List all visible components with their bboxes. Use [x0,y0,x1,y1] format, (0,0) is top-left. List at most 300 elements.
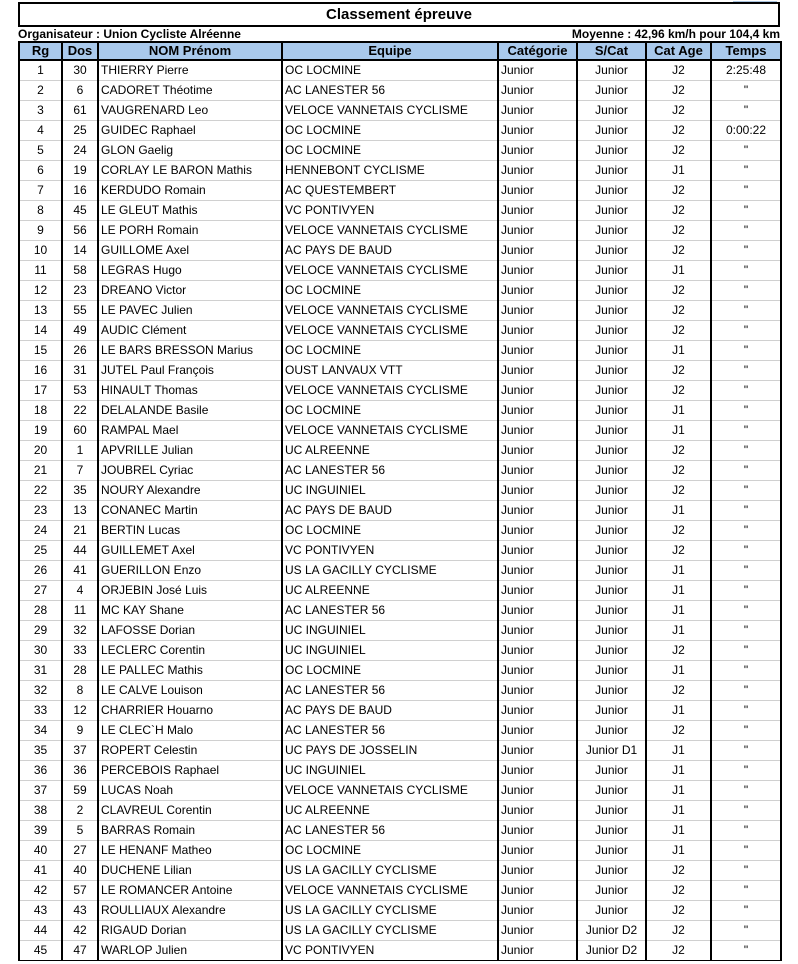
cell-team: UC ALREENNE [282,801,498,821]
cell-time: " [711,521,781,541]
cell-category: Junior [498,141,577,161]
cell-subcategory: Junior [577,821,646,841]
col-header-name: NOM Prénom [98,42,282,60]
cell-time: " [711,81,781,101]
cell-team: UC PAYS DE JOSSELIN [282,741,498,761]
cell-category: Junior [498,901,577,921]
cell-team: OC LOCMINE [282,141,498,161]
cell-name: KERDUDO Romain [98,181,282,201]
cell-time: " [711,501,781,521]
cell-bib: 9 [62,721,98,741]
cell-rank: 14 [19,321,62,341]
cell-name: ROPERT Celestin [98,741,282,761]
cell-team: VELOCE VANNETAIS CYCLISME [282,101,498,121]
cell-age-category: J2 [646,381,711,401]
cell-name: DUCHENE Lilian [98,861,282,881]
cell-team: AC LANESTER 56 [282,721,498,741]
cell-category: Junior [498,861,577,881]
cell-age-category: J1 [646,621,711,641]
cell-age-category: J1 [646,761,711,781]
cell-category: Junior [498,301,577,321]
cell-rank: 8 [19,201,62,221]
cell-bib: 60 [62,421,98,441]
cell-time: " [711,341,781,361]
header-row [19,42,781,60]
cell-rank: 17 [19,381,62,401]
table-row [19,621,781,641]
cell-team: AC PAYS DE BAUD [282,241,498,261]
cell-team: AC LANESTER 56 [282,461,498,481]
cell-rank: 42 [19,881,62,901]
cell-subcategory: Junior [577,261,646,281]
cell-bib: 47 [62,941,98,961]
col-header-team: Equipe [282,42,498,60]
cell-bib: 21 [62,521,98,541]
cell-team: US LA GACILLY CYCLISME [282,561,498,581]
cell-time: " [711,921,781,941]
cell-time: " [711,381,781,401]
cell-age-category: J2 [646,321,711,341]
cell-name: LE PORH Romain [98,221,282,241]
cell-subcategory: Junior [577,121,646,141]
cell-time: " [711,281,781,301]
cell-rank: 26 [19,561,62,581]
cell-bib: 26 [62,341,98,361]
cell-time: " [711,701,781,721]
cell-name: LE GLEUT Mathis [98,201,282,221]
cell-category: Junior [498,121,577,141]
cell-bib: 23 [62,281,98,301]
table-row [19,801,781,821]
cell-age-category: J2 [646,461,711,481]
cell-age-category: J2 [646,721,711,741]
table-row [19,881,781,901]
table-row [19,461,781,481]
table-row [19,581,781,601]
cell-category: Junior [498,921,577,941]
cell-rank: 22 [19,481,62,501]
cell-team: AC LANESTER 56 [282,821,498,841]
cell-age-category: J1 [646,401,711,421]
cell-category: Junior [498,601,577,621]
cell-name: HINAULT Thomas [98,381,282,401]
cell-bib: 43 [62,901,98,921]
cell-bib: 57 [62,881,98,901]
col-header-bib: Dos [62,42,98,60]
cell-time: " [711,361,781,381]
cell-subcategory: Junior [577,201,646,221]
cell-time: " [711,201,781,221]
cell-subcategory: Junior [577,161,646,181]
table-row [19,361,781,381]
cell-subcategory: Junior [577,141,646,161]
cell-age-category: J2 [646,60,711,81]
cell-team: VELOCE VANNETAIS CYCLISME [282,421,498,441]
cell-age-category: J2 [646,361,711,381]
cell-rank: 5 [19,141,62,161]
cell-bib: 19 [62,161,98,181]
cell-bib: 41 [62,561,98,581]
cell-age-category: J2 [646,641,711,661]
cell-name: GLON Gaelig [98,141,282,161]
cell-bib: 6 [62,81,98,101]
cell-category: Junior [498,841,577,861]
cell-time: " [711,781,781,801]
cell-name: LE PALLEC Mathis [98,661,282,681]
cell-name: ORJEBIN José Luis [98,581,282,601]
cell-team: OC LOCMINE [282,60,498,81]
cell-time: " [711,481,781,501]
cell-name: LE HENANF Matheo [98,841,282,861]
cell-age-category: J2 [646,221,711,241]
cell-subcategory: Junior [577,701,646,721]
cell-bib: 59 [62,781,98,801]
cell-age-category: J1 [646,701,711,721]
table-row [19,81,781,101]
cell-team: AC PAYS DE BAUD [282,701,498,721]
cell-age-category: J2 [646,681,711,701]
cell-subcategory: Junior [577,681,646,701]
cell-category: Junior [498,341,577,361]
cell-subcategory: Junior [577,581,646,601]
cell-category: Junior [498,561,577,581]
cell-subcategory: Junior [577,361,646,381]
cell-category: Junior [498,521,577,541]
cell-age-category: J1 [646,501,711,521]
cell-category: Junior [498,941,577,961]
cell-subcategory: Junior [577,181,646,201]
cell-subcategory: Junior D1 [577,741,646,761]
cell-age-category: J1 [646,261,711,281]
cell-category: Junior [498,721,577,741]
cell-name: CADORET Théotime [98,81,282,101]
cell-subcategory: Junior [577,60,646,81]
cell-time: " [711,321,781,341]
cell-rank: 44 [19,921,62,941]
cell-bib: 36 [62,761,98,781]
cell-age-category: J1 [646,161,711,181]
cell-team: OC LOCMINE [282,121,498,141]
cell-rank: 11 [19,261,62,281]
table-row [19,341,781,361]
cell-time: " [711,821,781,841]
cell-team: AC LANESTER 56 [282,601,498,621]
cell-bib: 28 [62,661,98,681]
cell-name: LE CLEC`H Malo [98,721,282,741]
cell-name: LE BARS BRESSON Marius [98,341,282,361]
table-row [19,781,781,801]
cell-category: Junior [498,421,577,441]
cell-subcategory: Junior [577,621,646,641]
table-row [19,241,781,261]
cell-age-category: J2 [646,861,711,881]
cell-category: Junior [498,761,577,781]
cell-time: " [711,241,781,261]
cell-bib: 31 [62,361,98,381]
cell-age-category: J1 [646,801,711,821]
cell-bib: 49 [62,321,98,341]
cell-category: Junior [498,801,577,821]
cell-rank: 29 [19,621,62,641]
cell-time: " [711,841,781,861]
cell-bib: 45 [62,201,98,221]
cell-time: 0:00:22 [711,121,781,141]
cell-bib: 32 [62,621,98,641]
cell-time: " [711,601,781,621]
table-row [19,401,781,421]
cell-rank: 39 [19,821,62,841]
cell-team: US LA GACILLY CYCLISME [282,921,498,941]
cell-category: Junior [498,681,577,701]
col-header-time: Temps [711,42,781,60]
cell-name: PERCEBOIS Raphael [98,761,282,781]
cell-category: Junior [498,321,577,341]
cell-rank: 25 [19,541,62,561]
cell-age-category: J2 [646,201,711,221]
cell-rank: 40 [19,841,62,861]
table-row [19,281,781,301]
cell-time: " [711,801,781,821]
cell-category: Junior [498,181,577,201]
cell-age-category: J2 [646,901,711,921]
cell-subcategory: Junior [577,761,646,781]
cell-category: Junior [498,161,577,181]
cell-name: GUILLOME Axel [98,241,282,261]
table-row [19,901,781,921]
cell-category: Junior [498,881,577,901]
cell-team: HENNEBONT CYCLISME [282,161,498,181]
table-row [19,541,781,561]
col-header-subcategory: S/Cat [577,42,646,60]
cell-rank: 23 [19,501,62,521]
cell-team: UC INGUINIEL [282,621,498,641]
cell-team: VELOCE VANNETAIS CYCLISME [282,781,498,801]
cell-bib: 37 [62,741,98,761]
col-header-rank: Rg [19,42,62,60]
cell-subcategory: Junior [577,401,646,421]
cell-category: Junior [498,481,577,501]
cell-age-category: J2 [646,301,711,321]
cell-subcategory: Junior [577,301,646,321]
cell-subcategory: Junior [577,381,646,401]
results-table [18,41,782,961]
cell-bib: 1 [62,441,98,461]
cell-team: VELOCE VANNETAIS CYCLISME [282,881,498,901]
cell-category: Junior [498,401,577,421]
cell-name: VAUGRENARD Leo [98,101,282,121]
table-row [19,861,781,881]
cell-name: MC KAY Shane [98,601,282,621]
cell-rank: 9 [19,221,62,241]
cell-bib: 8 [62,681,98,701]
cell-time: " [711,101,781,121]
cell-name: BARRAS Romain [98,821,282,841]
cell-bib: 55 [62,301,98,321]
table-row [19,301,781,321]
table-row [19,221,781,241]
cell-rank: 2 [19,81,62,101]
cell-team: OC LOCMINE [282,841,498,861]
cell-category: Junior [498,281,577,301]
cell-subcategory: Junior [577,441,646,461]
cell-age-category: J2 [646,121,711,141]
table-row [19,121,781,141]
table-row [19,101,781,121]
cell-age-category: J2 [646,481,711,501]
cell-category: Junior [498,701,577,721]
cell-name: GUIDEC Raphael [98,121,282,141]
cell-team: UC ALREENNE [282,581,498,601]
cell-age-category: J2 [646,81,711,101]
cell-category: Junior [498,81,577,101]
cell-rank: 18 [19,401,62,421]
cell-rank: 34 [19,721,62,741]
cell-subcategory: Junior [577,801,646,821]
cell-name: CORLAY LE BARON Mathis [98,161,282,181]
cell-time: " [711,641,781,661]
table-row [19,561,781,581]
cell-time: " [711,761,781,781]
cell-age-category: J1 [646,561,711,581]
table-row [19,141,781,161]
table-row [19,321,781,341]
cell-name: WARLOP Julien [98,941,282,961]
cell-age-category: J1 [646,741,711,761]
table-row [19,381,781,401]
cell-time: " [711,541,781,561]
cell-time: " [711,901,781,921]
cell-category: Junior [498,541,577,561]
cell-bib: 11 [62,601,98,621]
cell-time: " [711,721,781,741]
cell-name: LECLERC Corentin [98,641,282,661]
table-row [19,181,781,201]
cell-bib: 44 [62,541,98,561]
table-row [19,501,781,521]
cell-team: OC LOCMINE [282,661,498,681]
table-row [19,201,781,221]
cell-time: " [711,181,781,201]
cell-team: OC LOCMINE [282,521,498,541]
cell-time: " [711,221,781,241]
cell-bib: 33 [62,641,98,661]
cell-team: OC LOCMINE [282,341,498,361]
cell-bib: 14 [62,241,98,261]
cell-age-category: J1 [646,581,711,601]
cell-bib: 35 [62,481,98,501]
cell-bib: 24 [62,141,98,161]
cell-subcategory: Junior [577,661,646,681]
cell-subcategory: Junior [577,601,646,621]
cell-time: 2:25:48 [711,60,781,81]
cell-subcategory: Junior [577,881,646,901]
cell-rank: 28 [19,601,62,621]
cell-team: OUST LANVAUX VTT [282,361,498,381]
cell-name: LE CALVE Louison [98,681,282,701]
cell-time: " [711,401,781,421]
cell-rank: 12 [19,281,62,301]
cell-team: VELOCE VANNETAIS CYCLISME [282,221,498,241]
cell-rank: 4 [19,121,62,141]
table-row [19,601,781,621]
cell-subcategory: Junior [577,281,646,301]
cell-age-category: J2 [646,921,711,941]
cell-time: " [711,581,781,601]
cell-subcategory: Junior [577,841,646,861]
cell-category: Junior [498,501,577,521]
cell-rank: 37 [19,781,62,801]
cell-rank: 16 [19,361,62,381]
table-row [19,161,781,181]
cell-time: " [711,261,781,281]
cell-rank: 15 [19,341,62,361]
cell-rank: 3 [19,101,62,121]
cell-subcategory: Junior [577,421,646,441]
cell-bib: 53 [62,381,98,401]
cell-age-category: J1 [646,821,711,841]
cell-time: " [711,861,781,881]
cell-category: Junior [498,221,577,241]
cell-name: LAFOSSE Dorian [98,621,282,641]
cell-category: Junior [498,381,577,401]
cell-rank: 21 [19,461,62,481]
cell-subcategory: Junior [577,521,646,541]
cell-age-category: J2 [646,281,711,301]
cell-team: VC PONTIVYEN [282,541,498,561]
cell-category: Junior [498,781,577,801]
cell-bib: 27 [62,841,98,861]
cell-age-category: J2 [646,181,711,201]
cell-subcategory: Junior [577,721,646,741]
cell-age-category: J2 [646,441,711,461]
cell-name: JOUBREL Cyriac [98,461,282,481]
table-row [19,941,781,961]
cell-team: UC ALREENNE [282,441,498,461]
cell-subcategory: Junior [577,901,646,921]
cell-category: Junior [498,201,577,221]
cell-name: BERTIN Lucas [98,521,282,541]
cell-subcategory: Junior [577,781,646,801]
col-header-age-category: Cat Age [646,42,711,60]
cell-subcategory: Junior D2 [577,941,646,961]
cell-name: RIGAUD Dorian [98,921,282,941]
cell-category: Junior [498,661,577,681]
cell-subcategory: Junior [577,481,646,501]
cell-rank: 36 [19,761,62,781]
table-row [19,701,781,721]
cell-name: DELALANDE Basile [98,401,282,421]
cell-bib: 42 [62,921,98,941]
cell-age-category: J2 [646,541,711,561]
cell-age-category: J2 [646,881,711,901]
cell-subcategory: Junior [577,241,646,261]
cell-team: US LA GACILLY CYCLISME [282,901,498,921]
cell-rank: 10 [19,241,62,261]
cell-name: JUTEL Paul François [98,361,282,381]
cell-rank: 43 [19,901,62,921]
cell-rank: 32 [19,681,62,701]
cell-rank: 41 [19,861,62,881]
cell-name: APVRILLE Julian [98,441,282,461]
cell-age-category: J1 [646,421,711,441]
cell-age-category: J2 [646,941,711,961]
cell-bib: 22 [62,401,98,421]
cell-rank: 20 [19,441,62,461]
cell-name: CHARRIER Houarno [98,701,282,721]
cell-time: " [711,461,781,481]
table-row [19,441,781,461]
cell-bib: 5 [62,821,98,841]
